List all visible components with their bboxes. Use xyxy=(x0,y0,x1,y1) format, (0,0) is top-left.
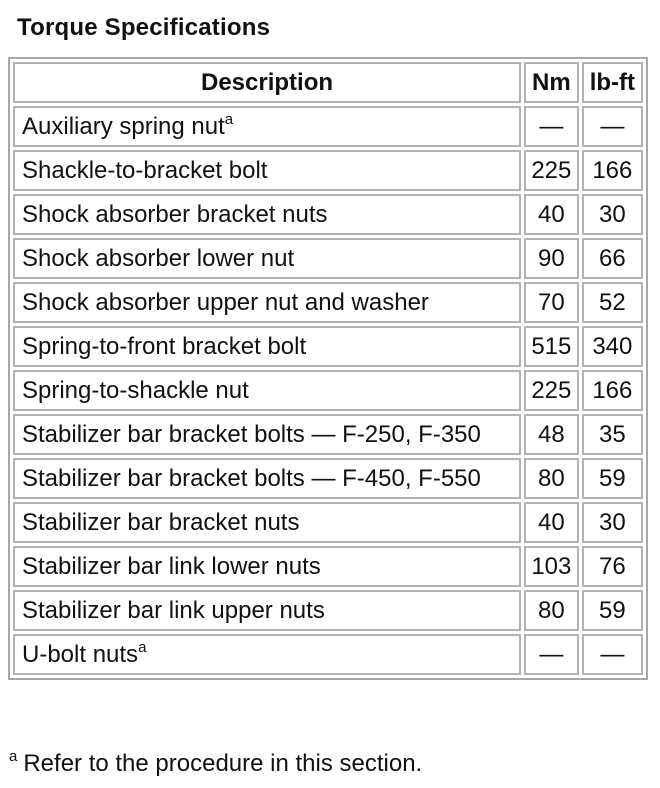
table-row xyxy=(13,414,643,455)
row-lbft-value: 59 xyxy=(582,590,643,631)
row-lbft-value: — xyxy=(582,634,643,675)
table-header-row xyxy=(13,62,643,103)
row-nm-value: — xyxy=(524,634,579,675)
row-description: Stabilizer bar bracket nuts xyxy=(13,502,521,543)
row-lbft-value: 59 xyxy=(582,458,643,499)
footnote-marker: a xyxy=(9,748,18,765)
row-description xyxy=(13,634,521,675)
row-lbft-value: 35 xyxy=(582,414,643,455)
row-lbft-value: 66 xyxy=(582,238,643,279)
table-row xyxy=(13,458,643,499)
table-row xyxy=(13,590,643,631)
row-nm-value: — xyxy=(524,106,579,147)
row-lbft-value: 166 xyxy=(582,150,643,191)
footnote-text: Refer to the procedure in this section. xyxy=(23,750,423,777)
column-header-description: Description xyxy=(13,62,521,103)
table-row xyxy=(13,194,643,235)
table-row xyxy=(13,150,643,191)
description-text: Auxiliary spring nut xyxy=(22,112,225,140)
row-nm-value: 40 xyxy=(524,194,579,235)
row-nm-value: 90 xyxy=(524,238,579,279)
footnote-marker: a xyxy=(138,638,147,656)
row-nm-value: 80 xyxy=(524,590,579,631)
table-row xyxy=(13,634,643,675)
row-nm-value: 103 xyxy=(524,546,579,587)
row-description: Stabilizer bar link lower nuts xyxy=(13,546,521,587)
row-nm-value: 48 xyxy=(524,414,579,455)
table-row xyxy=(13,546,643,587)
row-lbft-value: 166 xyxy=(582,370,643,411)
row-nm-value: 70 xyxy=(524,282,579,323)
table-row xyxy=(13,326,643,367)
table-row xyxy=(13,370,643,411)
row-description: Shock absorber bracket nuts xyxy=(13,194,521,235)
row-description: Stabilizer bar bracket bolts — F-450, F-550 xyxy=(13,458,521,499)
table-row xyxy=(13,502,643,543)
row-lbft-value: 76 xyxy=(582,546,643,587)
row-description: Stabilizer bar bracket bolts — F-250, F-350 xyxy=(13,414,521,455)
column-header-nm: Nm xyxy=(524,62,579,103)
row-description: Shock absorber lower nut xyxy=(13,238,521,279)
row-description: Stabilizer bar link upper nuts xyxy=(13,590,521,631)
row-nm-value: 40 xyxy=(524,502,579,543)
row-lbft-value: 52 xyxy=(582,282,643,323)
table-row xyxy=(13,106,643,147)
row-lbft-value: 340 xyxy=(582,326,643,367)
row-description xyxy=(13,106,521,147)
table-row xyxy=(13,238,643,279)
column-header-lbft: lb-ft xyxy=(582,62,643,103)
row-nm-value: 515 xyxy=(524,326,579,367)
row-nm-value: 80 xyxy=(524,458,579,499)
row-nm-value: 225 xyxy=(524,370,579,411)
row-description: Spring-to-front bracket bolt xyxy=(13,326,521,367)
footnote xyxy=(9,750,422,778)
row-lbft-value: 30 xyxy=(582,502,643,543)
row-description: Shock absorber upper nut and washer xyxy=(13,282,521,323)
row-lbft-value: 30 xyxy=(582,194,643,235)
row-lbft-value: — xyxy=(582,106,643,147)
page-title: Torque Specifications xyxy=(17,14,271,41)
table-row xyxy=(13,282,643,323)
row-nm-value: 225 xyxy=(524,150,579,191)
row-description: Shackle-to-bracket bolt xyxy=(13,150,521,191)
row-description: Spring-to-shackle nut xyxy=(13,370,521,411)
torque-spec-table xyxy=(8,57,648,680)
description-text: U-bolt nuts xyxy=(22,640,139,668)
footnote-marker: a xyxy=(224,110,234,128)
